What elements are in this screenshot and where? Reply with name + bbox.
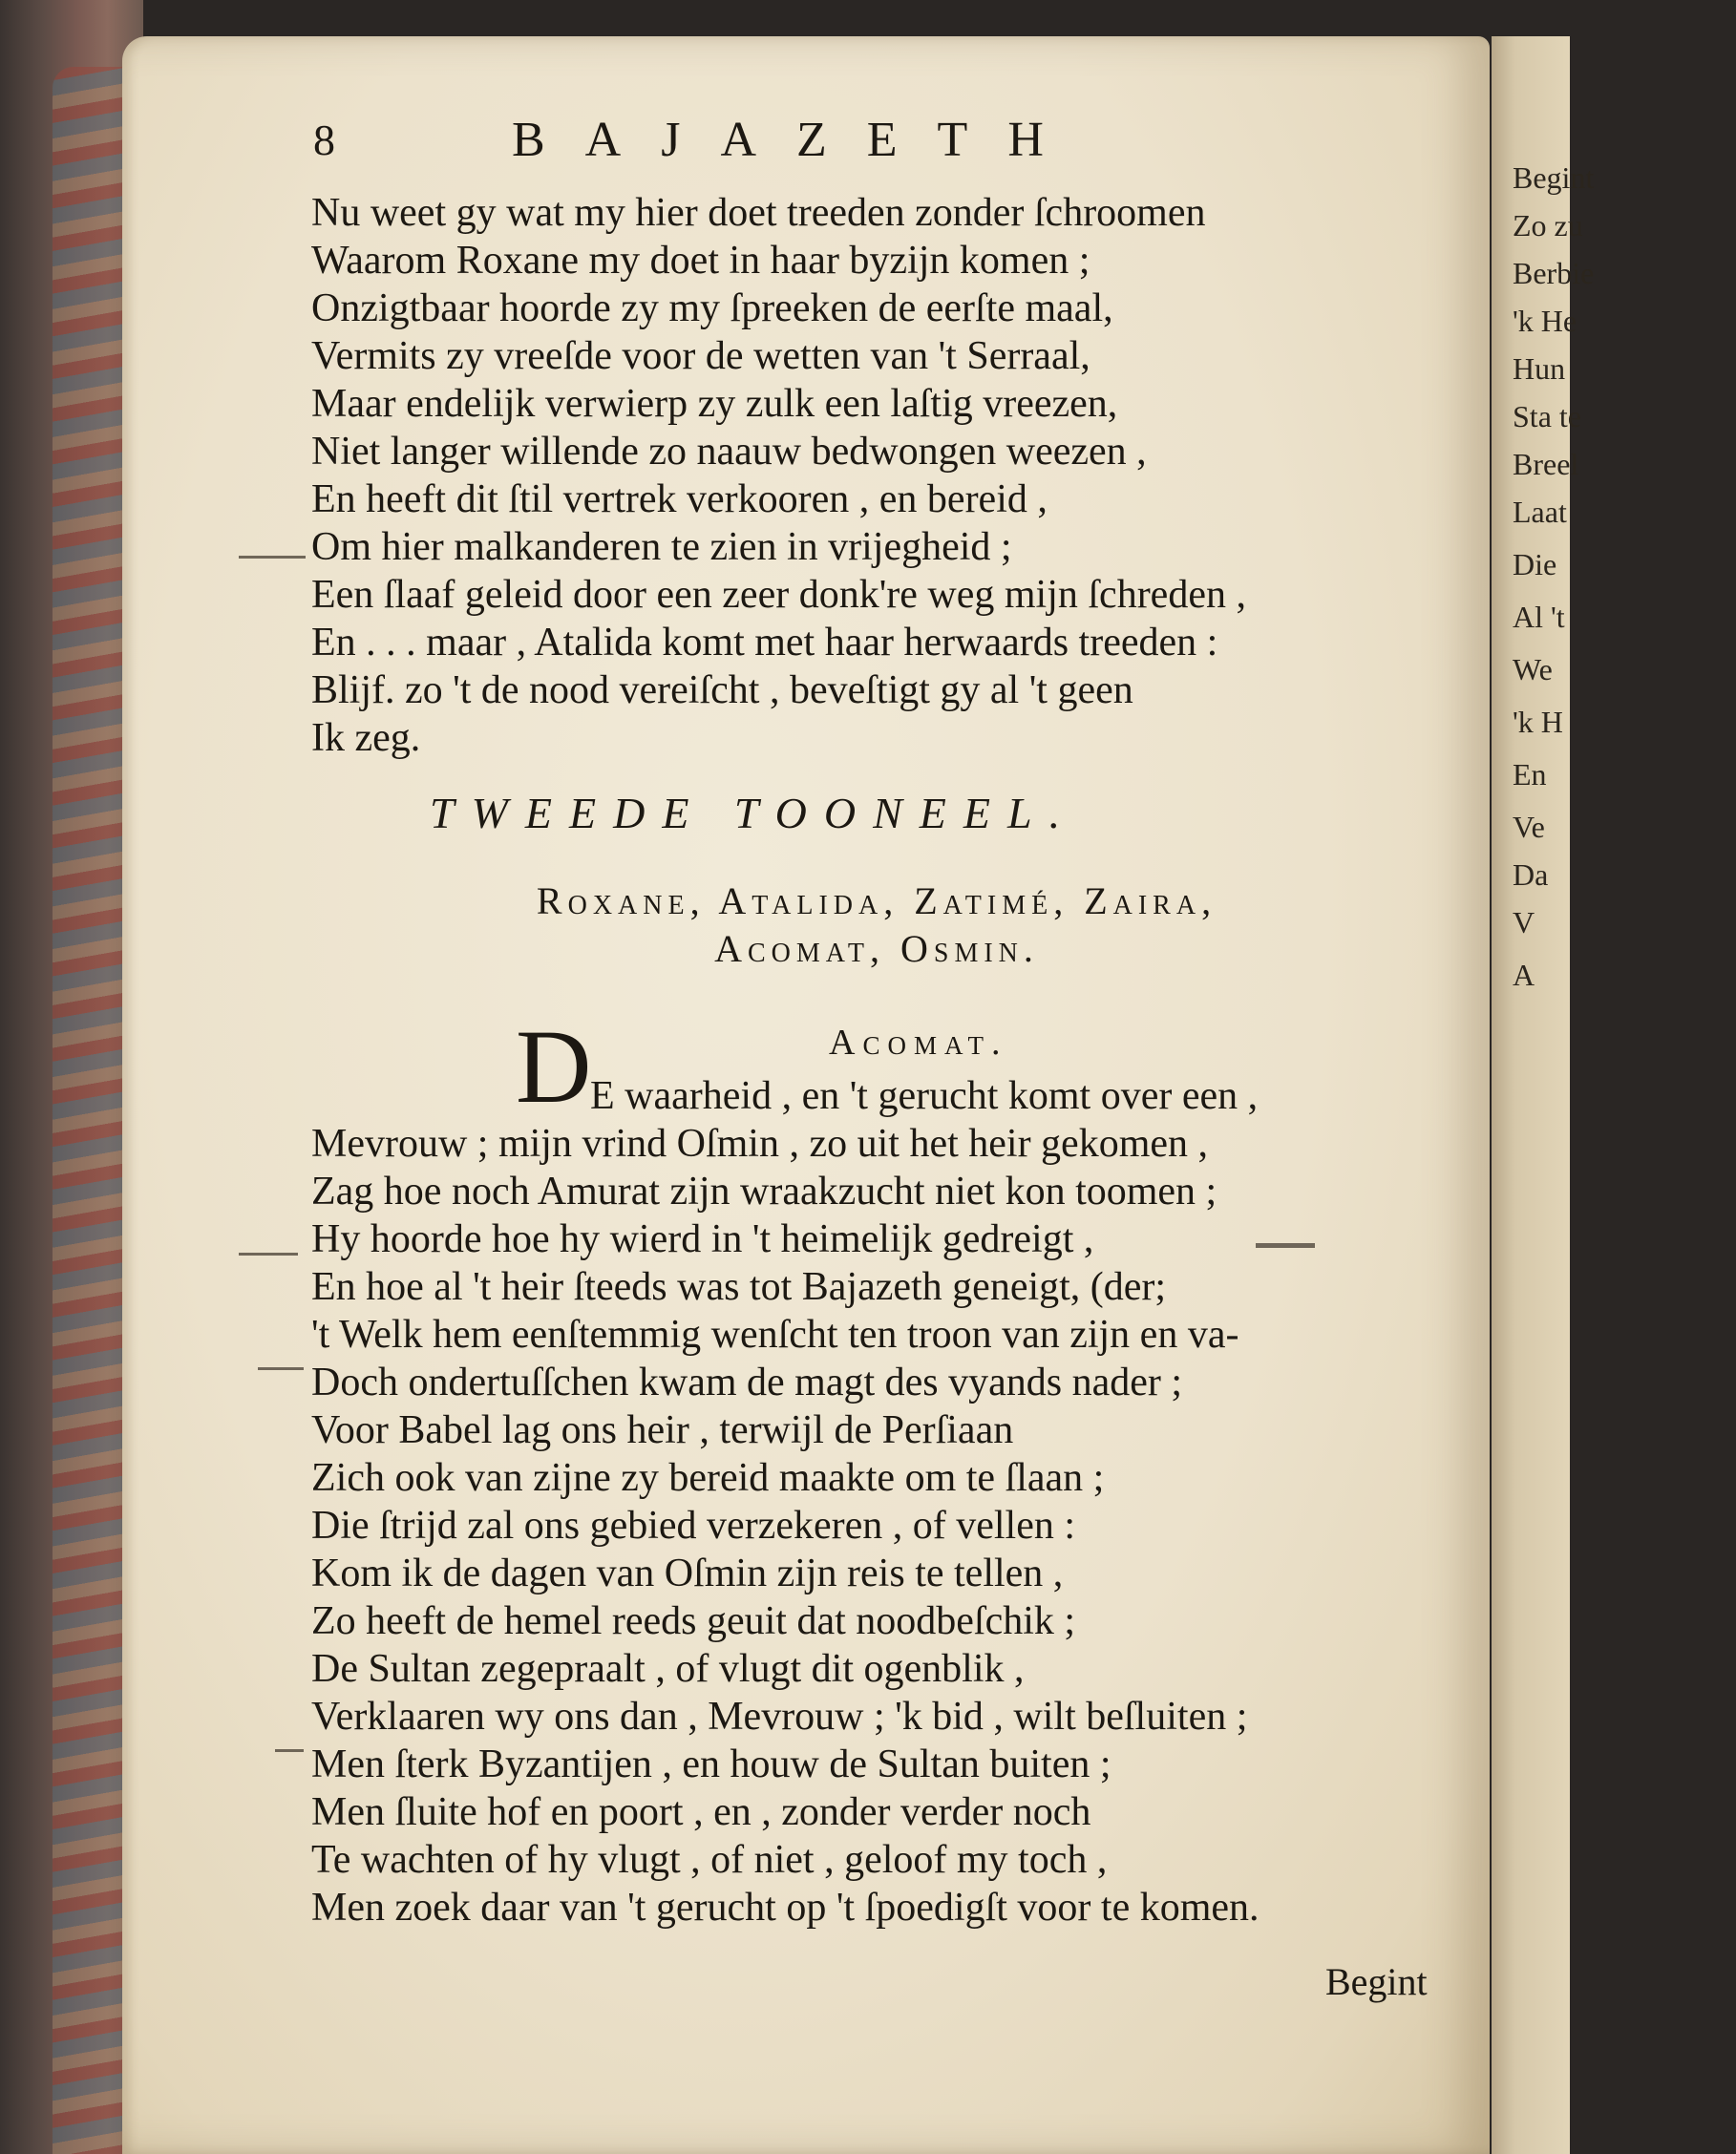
drop-cap: D: [516, 1008, 592, 1125]
facing-page-fragment: Berbie: [1513, 256, 1595, 290]
pencil-margin-mark: [239, 556, 306, 559]
facing-page-fragment: Begint: [1513, 160, 1595, 195]
verse-line: Men zoek daar van 't gerucht op 't ſpoedigſt voor te komen.: [311, 1886, 1260, 1930]
verse-line: Zich ook van zijne zy bereid maakte om te ſlaan ;: [311, 1456, 1105, 1500]
catchword: Begint: [1325, 1960, 1428, 2003]
cast-list-line-2: Acomat, Osmin.: [714, 927, 1039, 970]
facing-page-fragment: Al 't: [1513, 600, 1565, 634]
verse-line: Onzigtbaar hoorde zy my ſpreeken de eerſte maal,: [311, 286, 1113, 330]
verse-line: En heeft dit ſtil vertrek verkooren , en bereid ,: [311, 477, 1048, 521]
verse-line: Verklaaren wy ons dan , Mevrouw ; 'k bid , wilt beſluiten ;: [311, 1695, 1248, 1739]
page-header: [313, 107, 1173, 174]
facing-page-fragment: Hun: [1513, 351, 1566, 386]
verse-line: Doch ondertuſſchen kwam de magt des vyands nader ;: [311, 1361, 1183, 1404]
facing-page-fragment: Breel: [1513, 447, 1579, 481]
facing-page-fragment: Zo zu: [1513, 208, 1583, 243]
verse-line: 't Welk hem eenſtemmig wenſcht ten troon van zijn en va-: [311, 1313, 1239, 1357]
facing-page-fragment: En: [1513, 757, 1547, 792]
verse-line: Om hier malkanderen te zien in vrijegheid ;: [311, 525, 1012, 569]
cast-list-line-1: Roxane, Atalida, Zatimé, Zaira,: [536, 879, 1217, 922]
page-number: 8: [313, 116, 335, 164]
verse-line: Voor Babel lag ons heir , terwijl de Perſiaan: [311, 1408, 1014, 1452]
verse-line: De Sultan zegepraalt , of vlugt dit ogenblik ,: [311, 1647, 1025, 1691]
pencil-margin-mark: [1256, 1243, 1315, 1248]
verse-line: Zo heeft de hemel reeds geuit dat noodbeſchik ;: [311, 1599, 1076, 1643]
verse-line: Zag hoe noch Amurat zijn wraakzucht niet kon toomen ;: [311, 1170, 1217, 1214]
verse-line: Waarom Roxane my doet in haar byzijn komen ;: [311, 239, 1090, 283]
verse-line: En hoe al 't heir ſteeds was tot Bajazeth geneigt, (der;: [311, 1265, 1167, 1309]
pencil-margin-mark: [275, 1749, 304, 1752]
facing-page-fragment: We: [1513, 652, 1553, 686]
verse-line: Maar endelijk verwierp zy zulk een laſtig vreezen,: [311, 382, 1118, 426]
verse-line: E waarheid , en 't gerucht komt over een ,: [590, 1074, 1259, 1118]
verse-line: Men ſterk Byzantijen , en houw de Sultan buiten ;: [311, 1742, 1111, 1786]
verse-line: Een ſlaaf geleid door een zeer donk're weg mijn ſchreden ,: [311, 573, 1246, 617]
facing-page-fragment: Ve: [1513, 810, 1545, 844]
verse-line: En . . . maar , Atalida komt met haar herwaards treeden :: [311, 621, 1218, 665]
verse-line: Blijf. zo 't de nood vereiſcht , beveſtigt gy al 't geen: [311, 668, 1133, 712]
marbled-page-edge: [53, 67, 129, 2154]
facing-page-fragment: A: [1513, 958, 1535, 992]
verse-line: Niet langer willende zo naauw bedwongen weezen ,: [311, 430, 1147, 474]
speech-body: [311, 1120, 1457, 1932]
verse-line: Nu weet gy wat my hier doet treeden zonder ſchroomen: [311, 191, 1206, 235]
speech-first-line: [590, 1072, 1736, 1120]
facing-page-fragment: Da: [1513, 857, 1549, 892]
verse-line: Ik zeg.: [311, 716, 421, 760]
running-head: BAJAZETH: [512, 113, 1084, 167]
verse-line: Men ſluite hof en poort , en , zonder verder noch: [311, 1790, 1091, 1834]
verse-line: Hy hoorde hoe hy wierd in 't heimelijk gedreigt ,: [311, 1217, 1094, 1261]
facing-page-fragment: 'k He: [1513, 304, 1577, 338]
verse-line: Kom ik de dagen van Oſmin zijn reis te tellen ,: [311, 1552, 1064, 1595]
facing-page-fragment: 'k H: [1513, 705, 1563, 739]
scene-title: TWEEDE TOONEEL.: [430, 789, 1078, 837]
pencil-margin-mark: [239, 1253, 298, 1256]
verse-line: Vermits zy vreeſde voor de wetten van 't Serraal,: [311, 334, 1090, 378]
verse-line: Die ſtrijd zal ons gebied verzekeren , of vellen :: [311, 1504, 1076, 1548]
speaker-name: Acomat.: [829, 1023, 1008, 1063]
verse-line: Mevrouw ; mijn vrind Oſmin , zo uit het heir gekomen ,: [311, 1122, 1209, 1166]
facing-page-fragment: Laat: [1513, 495, 1567, 529]
facing-page-fragment: Sta te: [1513, 399, 1581, 433]
facing-page-fragment: V: [1513, 905, 1535, 940]
verse-passage-one: [311, 189, 1457, 762]
pencil-margin-mark: [258, 1367, 304, 1370]
verse-line: Te wachten of hy vlugt , of niet , geloof my toch ,: [311, 1838, 1108, 1882]
facing-page-fragment: Die: [1513, 547, 1557, 581]
